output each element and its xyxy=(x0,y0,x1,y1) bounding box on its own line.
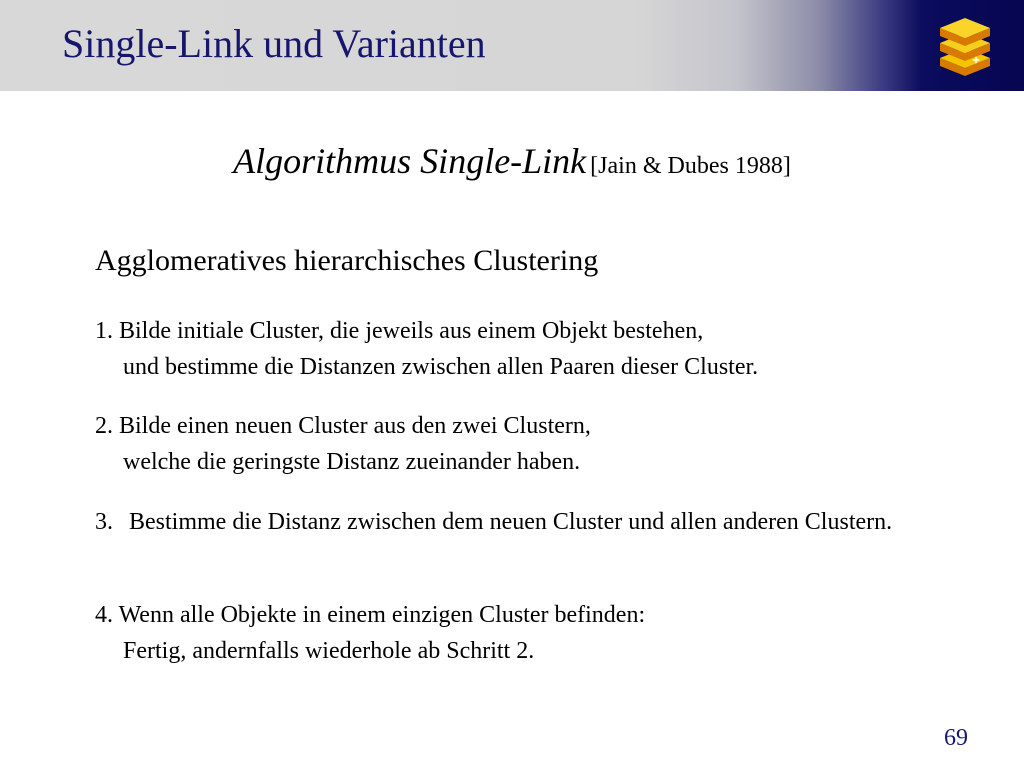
subtitle-reference: [Jain & Dubes 1988] xyxy=(590,153,791,179)
step-3-number: 3. xyxy=(95,509,113,535)
step-4-line-1: 4. Wenn alle Objekte in einem einzigen Cluster befinden: xyxy=(95,602,646,628)
step-2-line-1: 2. Bilde einen neuen Cluster aus den zwei Clustern, xyxy=(95,413,591,439)
step-3 xyxy=(95,505,971,539)
step-1-line-2: und bestimme die Distanzen zwischen allen Paaren dieser Cluster. xyxy=(123,354,759,380)
step-2-line-2: welche die geringste Distanz zueinander haben. xyxy=(123,449,581,475)
stacked-database-disks-icon xyxy=(936,16,994,76)
step-4 xyxy=(95,597,645,669)
section-heading: Agglomeratives hierarchisches Clustering xyxy=(95,244,599,277)
slide-title: Single-Link und Varianten xyxy=(62,21,486,66)
step-3-text: Bestimme die Distanz zwischen dem neuen Cluster und allen anderen Clustern. xyxy=(129,509,893,535)
step-1-line-1: 1. Bilde initiale Cluster, die jeweils aus einem Objekt bestehen, xyxy=(95,318,704,344)
step-1 xyxy=(95,313,758,385)
subtitle-main: Algorithmus Single-Link xyxy=(233,141,587,181)
page-number: 69 xyxy=(944,725,968,751)
step-4-line-2: Fertig, andernfalls wiederhole ab Schritt 2. xyxy=(123,638,535,664)
step-2 xyxy=(95,408,591,480)
slide-subtitle xyxy=(0,140,1024,182)
